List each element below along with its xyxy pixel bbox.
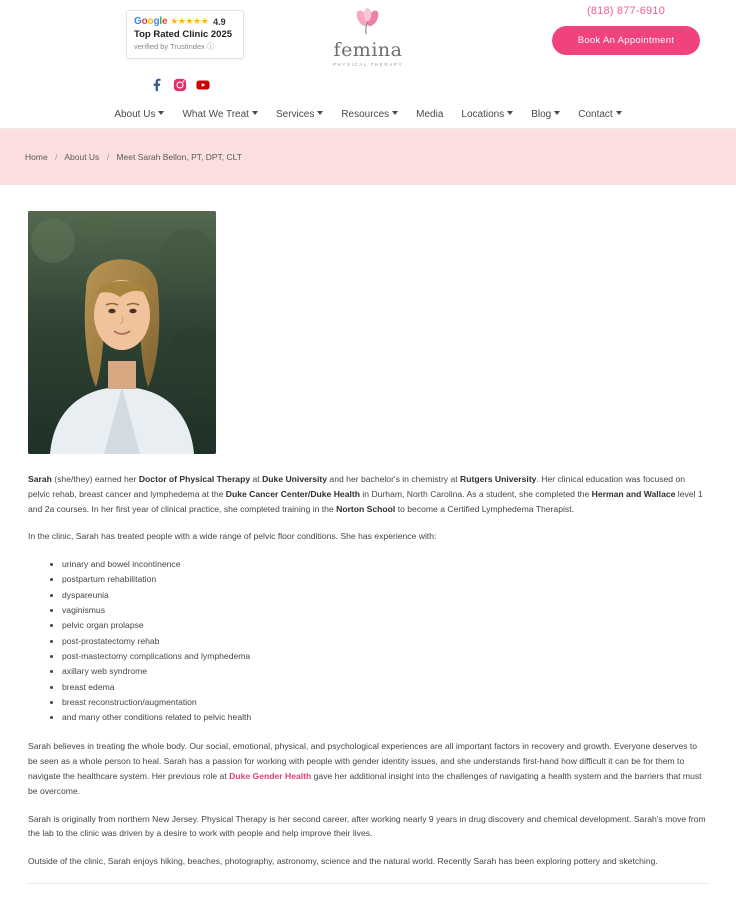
- nav-label: What We Treat: [182, 108, 249, 120]
- nav-label: Locations: [461, 108, 505, 120]
- trustindex-rating-row: [134, 16, 236, 27]
- list-item: • postpartum rehabilitation: [62, 572, 708, 587]
- google-logo: Google: [134, 16, 168, 27]
- nav-label: Resources: [341, 108, 390, 120]
- list-item: • post-mastectomy complications and lymphedema: [62, 649, 708, 664]
- emphasis-text: Sarah: [28, 474, 52, 484]
- youtube-icon[interactable]: [196, 78, 210, 97]
- list-item: • post-prostatectomy rehab: [62, 634, 708, 649]
- list-item: • and many other conditions related to pelvic health: [62, 710, 708, 725]
- paragraph-intro: [28, 472, 708, 516]
- book-appointment-button[interactable]: Book An Appointment: [552, 26, 701, 55]
- list-item: • dyspareunia: [62, 588, 708, 603]
- list-item: • pelvic organ prolapse: [62, 618, 708, 633]
- list-item: • breast edema: [62, 680, 708, 695]
- nav-item-locations[interactable]: [461, 109, 513, 120]
- text-run: (she/they) earned her: [51, 474, 139, 484]
- emphasis-text: Norton School: [336, 503, 396, 514]
- nav-item-about-us[interactable]: [114, 109, 164, 120]
- text-run: and her bachelor's in chemistry at: [327, 474, 461, 484]
- list-item: • axillary web syndrome: [62, 664, 708, 679]
- chevron-down-icon: [554, 111, 560, 115]
- text-run: gave her additional insight into the challenges of navigating a health system and the barriers that must be overcome.: [28, 770, 702, 796]
- nav-item-contact[interactable]: [578, 109, 621, 120]
- nav-label: About Us: [114, 108, 156, 120]
- chevron-down-icon: [507, 111, 513, 115]
- nav-label: Media: [416, 108, 444, 120]
- phone-link[interactable]: (818) 877-6910: [586, 5, 666, 17]
- facebook-icon[interactable]: [150, 78, 164, 97]
- breadcrumb-home[interactable]: Home: [25, 152, 48, 162]
- text-run: In the clinic, Sarah has treated people with a wide range of pelvic floor conditions. She has experience with:: [28, 531, 437, 542]
- chevron-down-icon: [317, 111, 323, 115]
- paragraph-hobbies: [28, 854, 708, 869]
- trustindex-score: 4.9: [213, 16, 226, 27]
- breadcrumb-separator: /: [55, 152, 58, 162]
- breadcrumb-band: [0, 129, 736, 185]
- portrait-image: [28, 211, 216, 454]
- breadcrumb: [25, 152, 242, 162]
- paragraph-clinic-intro: [28, 529, 708, 544]
- inline-link[interactable]: Duke Gender Health: [229, 770, 312, 781]
- instagram-icon[interactable]: [173, 78, 187, 97]
- main-navigation: [0, 100, 736, 129]
- paragraph-origin: [28, 812, 708, 842]
- list-item: • vaginismus: [62, 603, 708, 618]
- text-run: to become a Certified Lymphedema Therapist.: [395, 503, 574, 514]
- trustindex-verified: verified by Trustindex ⓘ: [134, 42, 215, 51]
- nav-item-resources[interactable]: [341, 109, 398, 120]
- emphasis-text: Duke University: [262, 474, 328, 484]
- content-divider: [28, 883, 708, 884]
- nav-item-blog[interactable]: [531, 109, 560, 120]
- breadcrumb-separator: /: [106, 152, 110, 162]
- nav-label: Blog: [531, 108, 552, 120]
- chevron-down-icon: [252, 111, 258, 115]
- text-run: Outside of the clinic, Sarah enjoys hiking, beaches, photography, astronomy, science and the natural world. Recently Sarah has been exploring pottery and sketching.: [28, 856, 658, 867]
- breadcrumb-current: Meet Sarah Bellon, PT, DPT, CLT: [116, 152, 242, 162]
- text-run: in Durham, North Carolina. As a student, she completed the: [359, 488, 592, 499]
- nav-item-services[interactable]: [276, 109, 323, 120]
- text-run: level 1 and 2a courses. In her first year of clinical practice, she completed training in the: [28, 488, 703, 514]
- nav-item-media[interactable]: [416, 109, 443, 120]
- emphasis-text: Duke Cancer Center/Duke Health: [225, 488, 360, 499]
- breadcrumb-about-us[interactable]: About Us: [64, 152, 100, 162]
- nav-label: Contact: [578, 108, 613, 120]
- emphasis-text: Herman and Wallace: [591, 488, 676, 499]
- list-item: • urinary and bowel incontinence: [62, 557, 708, 572]
- header-actions: [516, 5, 736, 55]
- paragraph-whole-body: [28, 739, 708, 798]
- text-run: at: [250, 474, 263, 484]
- nav-label: Services: [275, 108, 315, 120]
- profile-photo: [28, 211, 216, 454]
- nav-item-what-we-treat[interactable]: [182, 109, 258, 120]
- site-header: [0, 0, 736, 100]
- text-run: Sarah believes in treating the whole body. Our social, emotional, physical, and psychological experiences are all important factors in recovery and growth. Everyone deserves to be seen as a whole person to heal. Sarah has a passion for working with people with gender identity issues, and she understands first-hand how difficult it can be for them to navigate the healthcare system. Her previous role at: [28, 741, 698, 781]
- list-item: • breast reconstruction/augmentation: [62, 695, 708, 710]
- star-rating-icon: ★★★★★: [170, 16, 209, 26]
- logo-wordmark: femina: [333, 39, 403, 61]
- emphasis-text: Doctor of Physical Therapy: [138, 474, 251, 484]
- text-run: . Her clinical education was focused on pelvic rehab, breast cancer and lymphedema at the: [28, 474, 686, 499]
- emphasis-text: Rutgers University: [460, 474, 537, 484]
- conditions-list: [28, 557, 708, 725]
- social-links: [150, 78, 210, 97]
- page-content: [0, 185, 736, 904]
- chevron-down-icon: [616, 111, 622, 115]
- trustindex-title: Top Rated Clinic 2025: [134, 29, 233, 40]
- trustindex-badge[interactable]: [126, 10, 244, 59]
- chevron-down-icon: [392, 111, 398, 115]
- text-run: Sarah is originally from northern New Jersey. Physical Therapy is her second career, after working nearly 9 years in drug discovery and chemical development. Sarah's move from the lab to the clinic was driven by a desire to work with people and help improve their lives.: [28, 813, 706, 839]
- chevron-down-icon: [158, 111, 164, 115]
- flower-logo-icon: [346, 8, 390, 36]
- logo-tagline: PHYSICAL THERAPY: [332, 62, 404, 67]
